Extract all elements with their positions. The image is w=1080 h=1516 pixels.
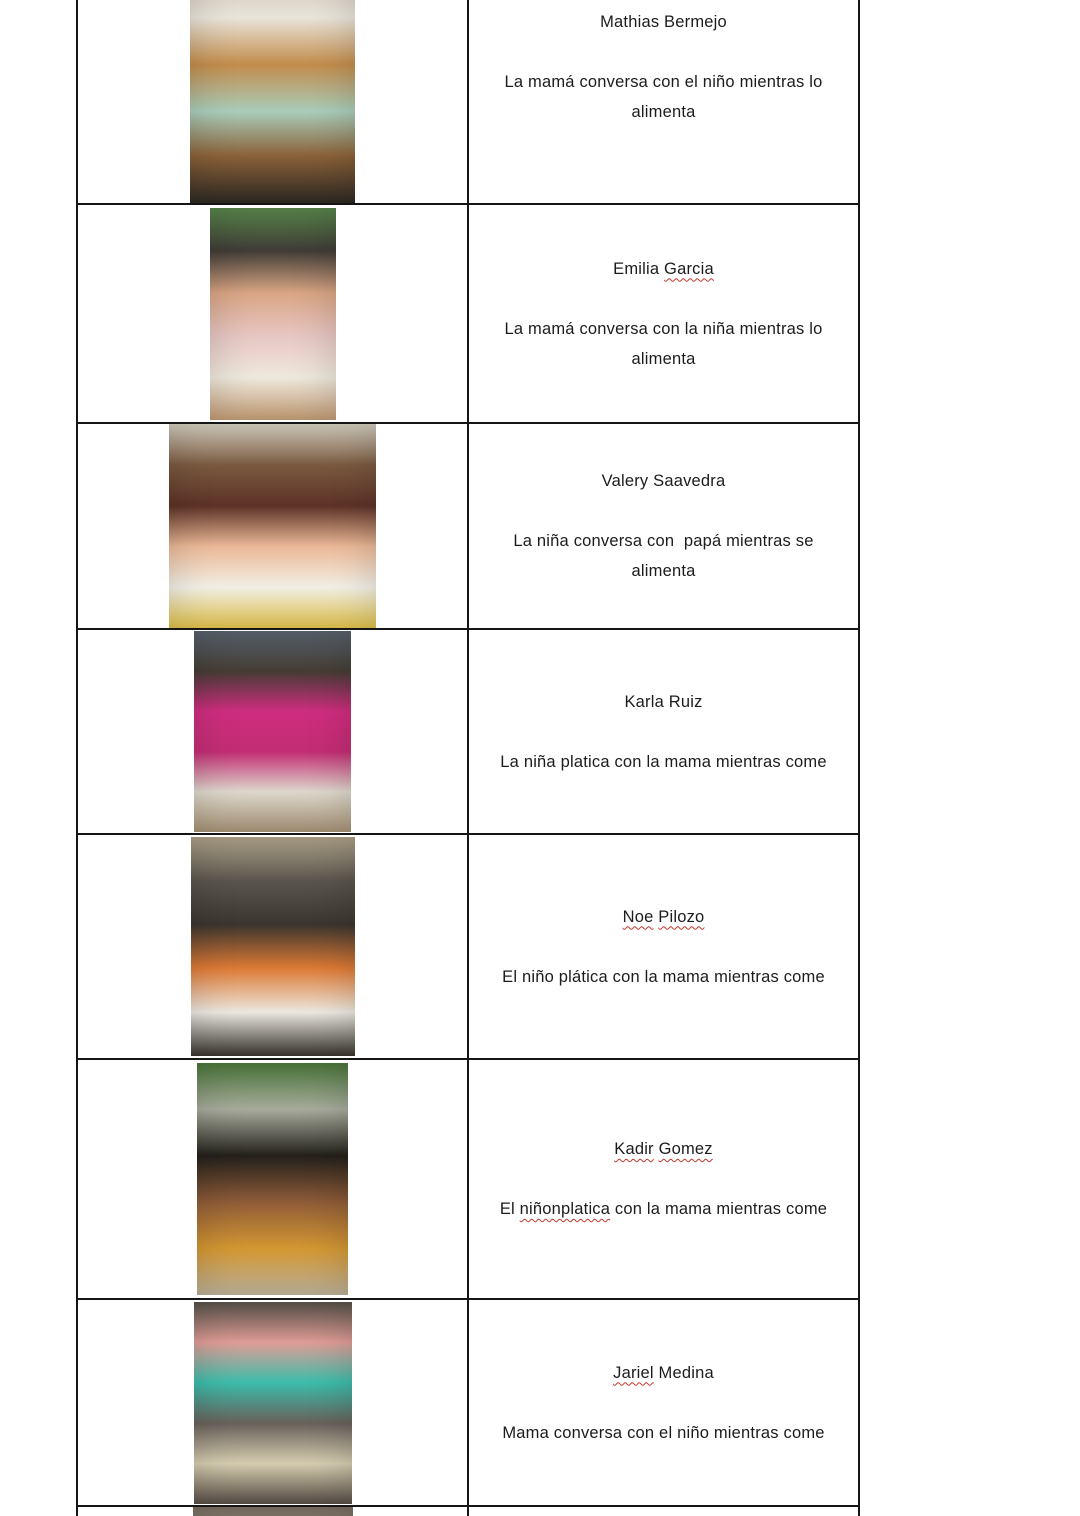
- child-photo[interactable]: [194, 631, 351, 832]
- child-name[interactable]: [613, 254, 714, 284]
- child-photo[interactable]: [194, 1302, 352, 1504]
- caption-cell: [469, 0, 858, 203]
- caption-text[interactable]: [502, 962, 825, 992]
- text-segment: El niño plática con la mama mientras come: [502, 967, 825, 986]
- child-photo[interactable]: [210, 208, 336, 420]
- text-segment: La mamá conversa con la niña mientras lo alimenta: [504, 319, 828, 368]
- table-row: [78, 0, 858, 205]
- caption-cell: [469, 630, 858, 833]
- text-segment: La niña conversa con papá mientras se alimenta: [513, 532, 819, 580]
- table-row: [78, 205, 858, 424]
- text-segment: El: [499, 1200, 520, 1218]
- text-segment: La niña platica con la mama mientras come: [500, 752, 827, 771]
- misspelled-word: Gomez: [658, 1140, 713, 1158]
- caption-cell: [469, 205, 858, 422]
- caption-text-block: [469, 835, 858, 1058]
- caption-text[interactable]: [502, 1418, 824, 1448]
- table-row: [78, 630, 858, 835]
- text-segment: Valery Saavedra: [601, 472, 726, 490]
- misspelled-word: Noe: [622, 907, 654, 926]
- caption-text[interactable]: [500, 747, 826, 777]
- photo-cell: [78, 630, 469, 833]
- child-photo[interactable]: [191, 837, 355, 1056]
- table-row: [78, 1300, 858, 1507]
- text-segment: con la mama mientras come: [610, 1200, 828, 1218]
- child-photo[interactable]: [169, 424, 376, 628]
- caption-text-block: [469, 205, 858, 422]
- photo-cell: [78, 1060, 469, 1298]
- photo-cell: [78, 0, 469, 203]
- caption-text-block: [469, 0, 858, 203]
- photo-cell: [78, 424, 469, 628]
- caption-text-block: [469, 1060, 858, 1298]
- text-segment: La mamá conversa con el niño mientras lo alimenta: [504, 72, 828, 121]
- table-row: [78, 1507, 858, 1516]
- caption-cell: [469, 424, 858, 628]
- photo-caption-table: [76, 0, 860, 1516]
- child-name[interactable]: [614, 1134, 713, 1164]
- misspelled-word: Kadir: [614, 1140, 654, 1158]
- misspelled-word: Jariel: [613, 1363, 654, 1382]
- photo-cell: [78, 1507, 469, 1516]
- table-row: [78, 1060, 858, 1300]
- child-photo[interactable]: [197, 1063, 348, 1295]
- text-segment: Mama conversa con el niño mientras come: [502, 1423, 825, 1442]
- child-name[interactable]: [602, 466, 726, 496]
- misspelled-word: niñonplatica: [519, 1200, 611, 1218]
- text-segment: Emilia: [613, 259, 665, 278]
- caption-text-block: [469, 424, 858, 628]
- misspelled-word: Garcia: [664, 259, 714, 278]
- child-name[interactable]: [600, 7, 727, 37]
- text-segment: Mathias Bermejo: [600, 12, 727, 31]
- photo-cell: [78, 205, 469, 422]
- caption-cell: [469, 1507, 858, 1516]
- caption-text[interactable]: [500, 1194, 827, 1224]
- photo-cell: [78, 1300, 469, 1505]
- table-row: [78, 835, 858, 1060]
- caption-cell: [469, 1060, 858, 1298]
- caption-cell: [469, 1300, 858, 1505]
- caption-cell: [469, 835, 858, 1058]
- child-photo[interactable]: [190, 0, 355, 203]
- child-name[interactable]: [623, 902, 705, 932]
- table-row: [78, 424, 858, 630]
- photo-cell: [78, 835, 469, 1058]
- text-segment: Karla Ruiz: [624, 692, 703, 711]
- caption-text[interactable]: [485, 314, 842, 374]
- caption-text-block: [469, 630, 858, 833]
- child-photo[interactable]: [193, 1507, 353, 1516]
- caption-text[interactable]: [485, 526, 842, 586]
- text-segment: Medina: [653, 1363, 714, 1382]
- caption-text[interactable]: [485, 67, 842, 127]
- caption-text-block: [469, 1507, 858, 1516]
- misspelled-word: Pilozo: [658, 907, 705, 926]
- child-name[interactable]: [613, 1358, 714, 1388]
- caption-text-block: [469, 1300, 858, 1505]
- child-name[interactable]: [624, 687, 702, 717]
